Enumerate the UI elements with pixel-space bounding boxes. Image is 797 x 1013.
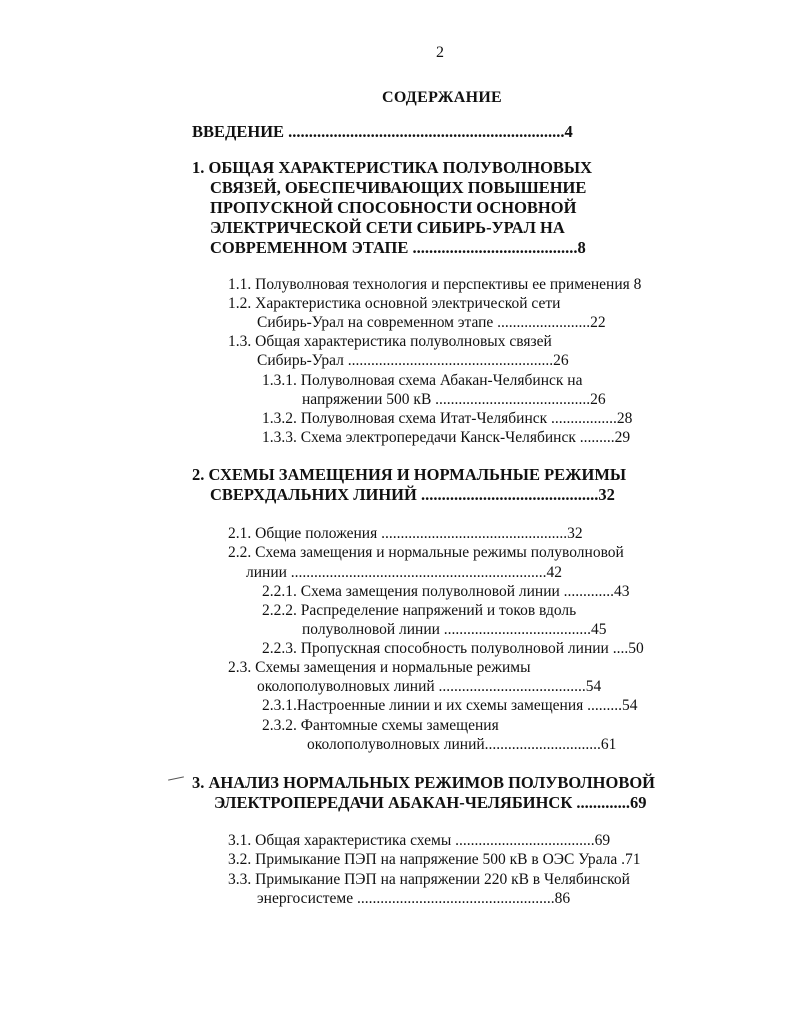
toc-section-1-3-3[interactable]: 1.3.3. Схема электропередачи Канск-Челябинск .........29 [262,429,631,446]
toc-chapter-1-line-1[interactable]: 1. ОБЩАЯ ХАРАКТЕРИСТИКА ПОЛУВОЛНОВЫХ [192,158,593,177]
toc-section-2-3-line-1[interactable]: 2.3. Схемы замещения и нормальные режимы [228,659,531,676]
page-title: СОДЕРЖАНИЕ [382,89,503,106]
page-number: 2 [436,44,444,61]
toc-section-2-2-2-line-1[interactable]: 2.2.2. Распределение напряжений и токов вдоль [262,602,577,619]
toc-section-2-2-line-1[interactable]: 2.2. Схема замещения и нормальные режимы полуволновой [228,544,624,561]
toc-section-2-1[interactable]: 2.1. Общие положения ................................................32 [228,525,583,542]
toc-section-2-2-3[interactable]: 2.2.3. Пропускная способность полуволновой линии ....50 [262,640,644,657]
toc-section-3-2[interactable]: 3.2. Примыкание ПЭП на напряжение 500 кВ в ОЭС Урала .71 [228,851,641,868]
toc-section-2-3-1[interactable]: 2.3.1.Настроенные линии и их схемы замещения .........54 [262,697,638,714]
toc-chapter-2-line-1[interactable]: 2. СХЕМЫ ЗАМЕЩЕНИЯ И НОРМАЛЬНЫЕ РЕЖИМЫ [192,465,627,484]
toc-chapter-2-line-2[interactable]: СВЕРХДАЛЬНИХ ЛИНИЙ ...........................................32 [210,485,615,504]
scan-mark [168,776,184,780]
toc-section-1-3-1-line-2[interactable]: напряжении 500 кВ ........................................26 [302,391,606,408]
toc-section-1-2-line-1[interactable]: 1.2. Характеристика основной электрической сети [228,295,561,312]
toc-chapter-1-line-2[interactable]: СВЯЗЕЙ, ОБЕСПЕЧИВАЮЩИХ ПОВЫШЕНИЕ [210,178,587,197]
toc-section-1-2-line-2[interactable]: Сибирь-Урал на современном этапе ........................22 [257,314,606,331]
toc-chapter-1-line-3[interactable]: ПРОПУСКНОЙ СПОСОБНОСТИ ОСНОВНОЙ [210,198,577,217]
toc-entry-intro[interactable]: ВВЕДЕНИЕ ...................................................................4 [192,122,573,141]
toc-section-2-2-2-line-2[interactable]: полуволновой линии ......................................45 [302,621,607,638]
toc-chapter-3-line-2[interactable]: ЭЛЕКТРОПЕРЕДАЧИ АБАКАН-ЧЕЛЯБИНСК .............69 [214,793,647,812]
toc-section-3-3-line-1[interactable]: 3.3. Примыкание ПЭП на напряжении 220 кВ в Челябинской [228,871,630,888]
toc-section-2-3-2-line-2[interactable]: околополуволновых линий..............................61 [307,736,617,753]
toc-section-3-1[interactable]: 3.1. Общая характеристика схемы ....................................69 [228,832,611,849]
toc-chapter-3-line-1[interactable]: 3. АНАЛИЗ НОРМАЛЬНЫХ РЕЖИМОВ ПОЛУВОЛНОВОЙ [192,773,656,792]
toc-section-1-3-line-2[interactable]: Сибирь-Урал .....................................................26 [257,352,569,369]
toc-section-2-2-line-2[interactable]: линии ..................................................................42 [246,564,563,581]
toc-chapter-1-line-5[interactable]: СОВРЕМЕННОМ ЭТАПЕ ........................................8 [210,238,586,257]
toc-section-2-3-2-line-1[interactable]: 2.3.2. Фантомные схемы замещения [262,717,499,734]
toc-section-1-3-2[interactable]: 1.3.2. Полуволновая схема Итат-Челябинск .................28 [262,410,633,427]
toc-section-3-3-line-2[interactable]: энергосистеме ...................................................86 [257,890,571,907]
toc-section-2-3-line-2[interactable]: околополуволновых линий ......................................54 [257,678,602,695]
toc-chapter-1-line-4[interactable]: ЭЛЕКТРИЧЕСКОЙ СЕТИ СИБИРЬ-УРАЛ НА [210,218,565,237]
toc-section-1-3-line-1[interactable]: 1.3. Общая характеристика полуволновых связей [228,333,552,350]
toc-section-2-2-1[interactable]: 2.2.1. Схема замещения полуволновой линии .............43 [262,583,630,600]
toc-section-1-1[interactable]: 1.1. Полуволновая технология и перспективы ее применения 8 [228,276,642,293]
toc-section-1-3-1-line-1[interactable]: 1.3.1. Полуволновая схема Абакан-Челябинск на [262,372,583,389]
